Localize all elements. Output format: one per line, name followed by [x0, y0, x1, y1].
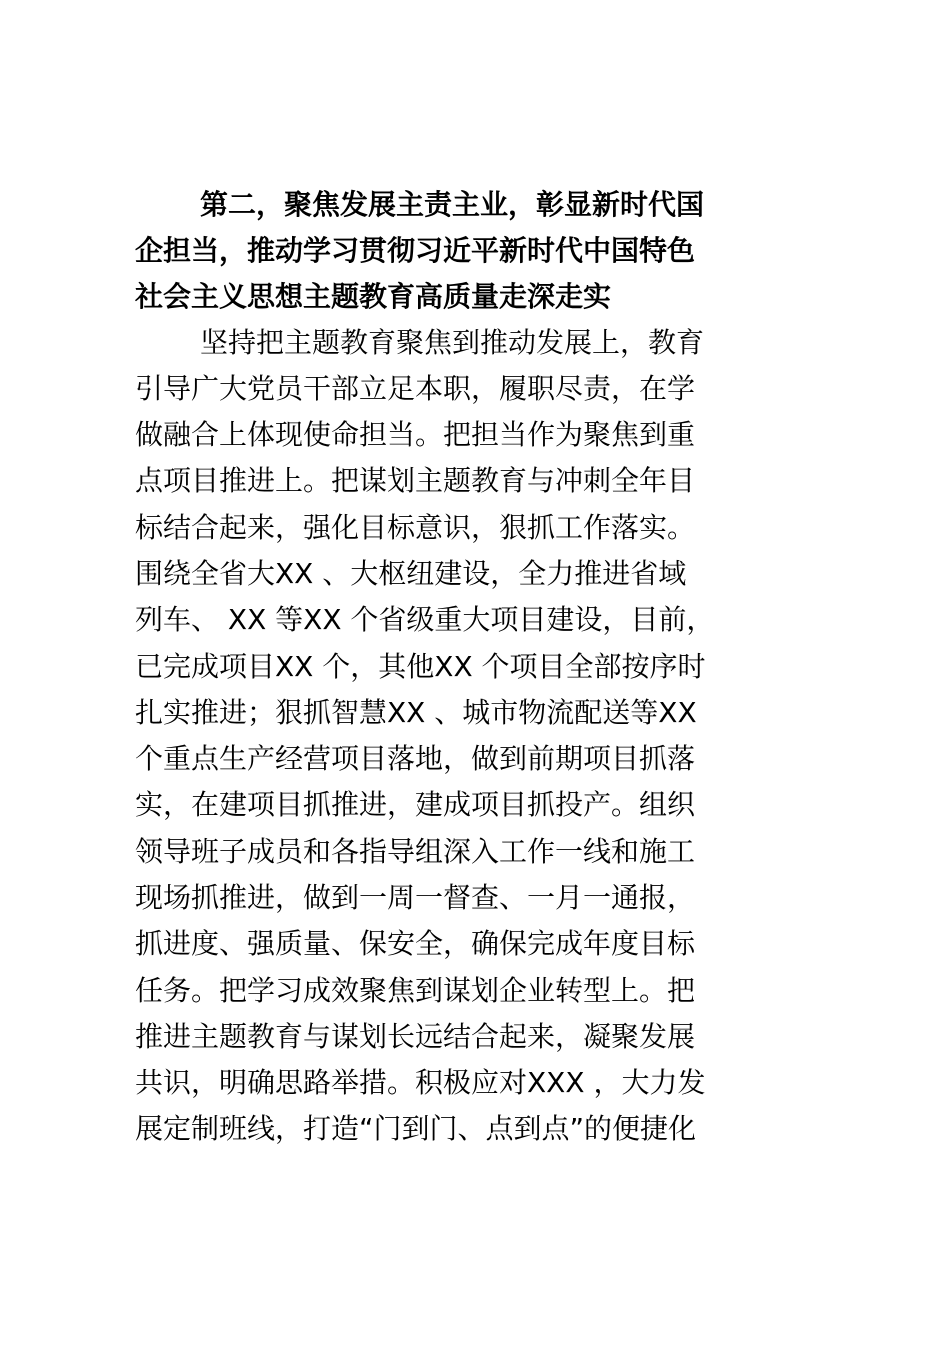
- body-line-14: 抓进度、强质量、保安全，确保完成年度目标: [135, 927, 696, 960]
- body-line-12: 领导班子成员和各指导组深入工作一线和施工: [135, 835, 696, 868]
- body-line-9: 扎实推进；狠抓智慧XX 、城市物流配送等XX: [135, 696, 697, 729]
- body-line-17: 共识，明确思路举措。积极应对XXX ，大力发: [135, 1066, 706, 1099]
- body-line-5: 标结合起来，强化目标意识，狠抓工作落实。: [135, 511, 696, 544]
- body-line-4: 点项目推进上。把谋划主题教育与冲刺全年目: [135, 464, 696, 497]
- body-line-13: 现场抓推进，做到一周一督查、一月一通报，: [135, 881, 696, 914]
- body-line-6: 围绕全省大XX 、大枢纽建设，全力推进省域: [135, 557, 687, 590]
- heading-line-3: 社会主义思想主题教育高质量走深走实: [135, 280, 612, 313]
- body-line-11: 实，在建项目抓推进，建成项目抓投产。组织: [135, 788, 696, 821]
- body-line-15: 任务。把学习成效聚焦到谋划企业转型上。把: [135, 974, 696, 1007]
- heading-line-2: 企担当，推动学习贯彻习近平新时代中国特色: [135, 234, 696, 267]
- body-line-10: 个重点生产经营项目落地，做到前期项目抓落: [135, 742, 696, 775]
- body-line-1: 坚持把主题教育聚焦到推动发展上，教育: [200, 326, 705, 359]
- body-line-3: 做融合上体现使命担当。把担当作为聚焦到重: [135, 418, 696, 451]
- body-line-16: 推进主题教育与谋划长远结合起来，凝聚发展: [135, 1020, 696, 1053]
- body-line-18: 展定制班线，打造“门到门、点到点”的便捷化: [135, 1112, 697, 1145]
- body-line-2: 引导广大党员干部立足本职，履职尽责，在学: [135, 372, 696, 405]
- body-line-7: 列车、 XX 等XX 个省级重大项目建设，目前，: [135, 603, 715, 636]
- heading-line-1: 第二，聚焦发展主责主业，彰显新时代国: [200, 188, 705, 221]
- body-line-8: 已完成项目XX 个，其他XX 个项目全部按序时: [135, 650, 706, 683]
